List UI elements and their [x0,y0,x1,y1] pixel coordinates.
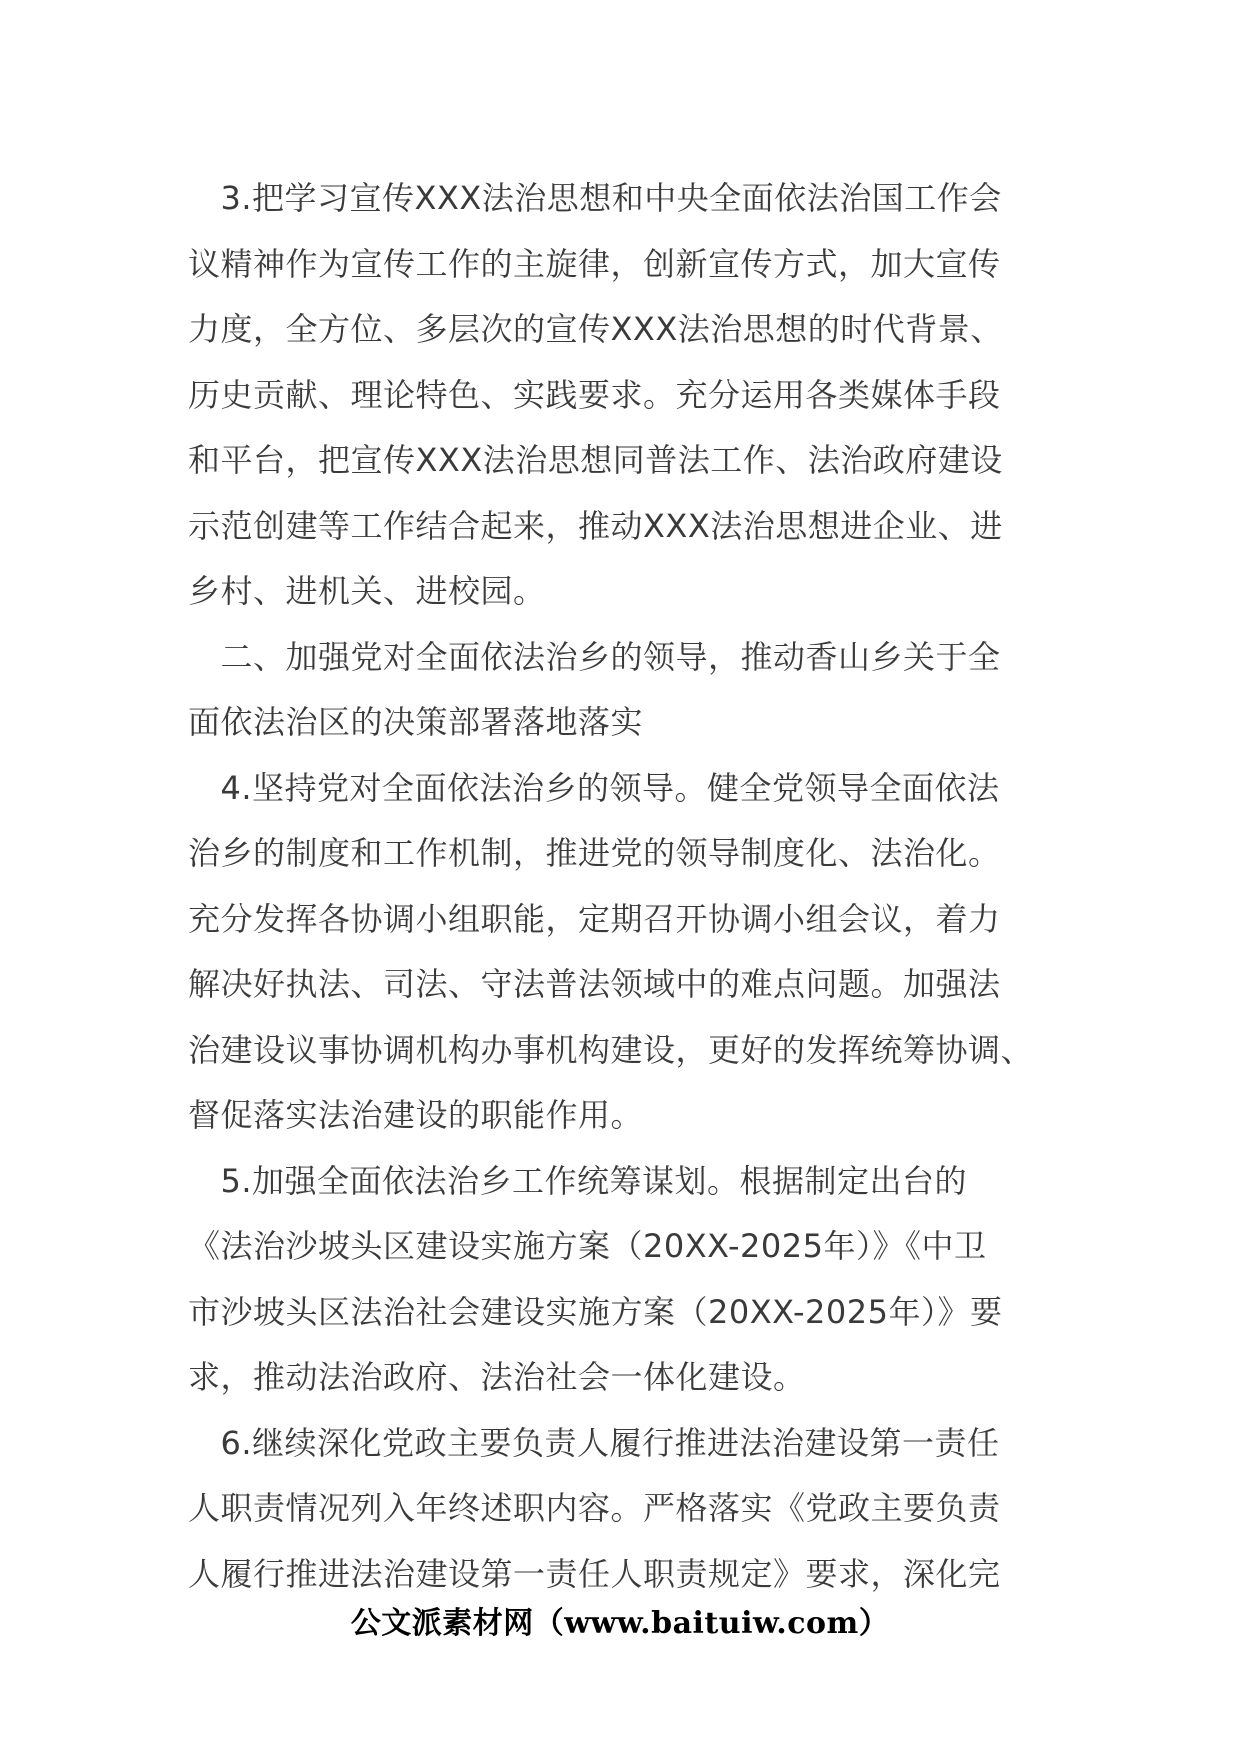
body-line: 解决好执法、司法、守法普法领域中的难点问题。加强法 [188,965,1001,1003]
body-line: 治建设议事协调机构办事机构建设，更好的发挥统筹协调、 [188,1030,1034,1069]
body-line: 人职责情况列入年终述职内容。严格落实《党政主要负责 [188,1489,1001,1527]
body-line: 3.把学习宣传XXX法治思想和中央全面依法治国工作会 [188,179,1002,217]
body-line: 督促落实法治建设的职能作用。 [188,1096,644,1134]
body-line: 《法治沙坡头区建设实施方案（20XX-2025年）》《中卫 [188,1227,987,1265]
body-line: 4.坚持党对全面依法治乡的领导。健全党领导全面依法 [188,768,1000,807]
footer-watermark-text: 公文派素材网（www.baituiw.com） [350,1606,890,1641]
body-line: 力度，全方位、多层次的宣传XXX法治思想的时代背景、 [188,310,1003,348]
section-heading-line: 二、加强党对全面依法治乡的领导，推动香山乡关于全 [188,637,1001,676]
body-line: 历史贡献、理论特色、实践要求。充分运用各类媒体手段 [188,375,1001,414]
body-line: 求，推动法治政府、法治社会一体化建设。 [188,1358,806,1396]
body-line: 乡村、进机关、进校园。 [188,572,546,610]
body-line: 充分发挥各协调小组职能，定期召开协调小组会议，着力 [188,899,1001,938]
body-line: 示范创建等工作结合起来，推动XXX法治思想进企业、进 [188,506,1003,545]
body-line: 和平台，把宣传XXX法治思想同普法工作、法治政府建设 [188,441,1003,479]
body-line: 市沙坡头区法治社会建设实施方案（20XX-2025年）》要 [188,1292,1003,1331]
body-line: 6.继续深化党政主要负责人履行推进法治建设第一责任 [188,1423,1000,1462]
body-line: 人履行推进法治建设第一责任人职责规定》要求，深化完 [188,1554,1001,1593]
body-line: 5.加强全面依法治乡工作统筹谋划。根据制定出台的 [188,1161,968,1200]
body-line: 治乡的制度和工作机制，推进党的领导制度化、法治化。 [188,834,1001,872]
document-body [188,166,1068,1607]
section-heading-line: 面依法治区的决策部署落地落实 [188,703,644,741]
body-line: 议精神作为宣传工作的主旋律，创新宣传方式，加大宣传 [188,244,1001,283]
